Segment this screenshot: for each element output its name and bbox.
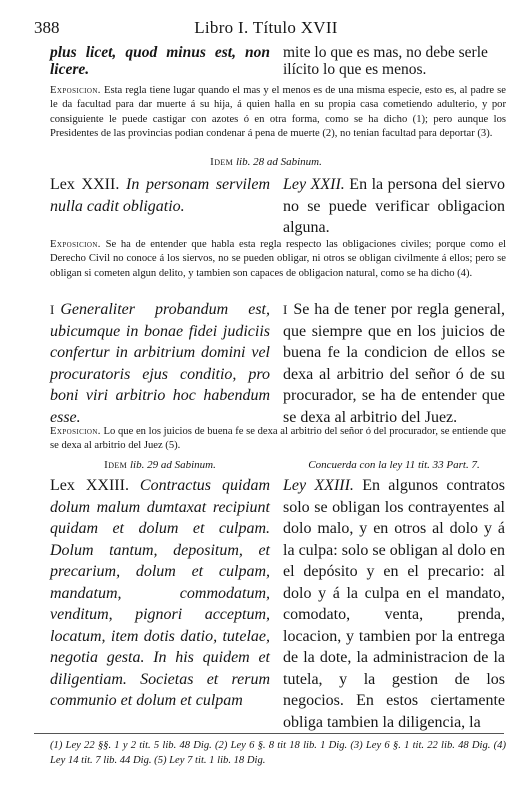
ley-label: Ley XXII. [283,176,345,193]
lex-22-spanish [283,174,505,239]
lex-label: Lex XXII. [50,176,120,193]
paragraph-1-latin [50,299,270,428]
source-text: lib. 28 ad Sabinum. [235,156,322,168]
footnotes: (1) Ley 22 §§. 1 y 2 tit. 5 lib. 48 Dig. (2) Ley 6 §. 8 tit 18 lib. 1 Dig. (3) Ley 6 §. 1 tit. 22 lib. 48 Dig. (4) Ley 14 tit. 7 lib. 44 Dig. (5) Ley 7 tit. 1 lib. 18 Dig. [50,740,506,767]
latin-continuation: plus licet, quod minus est, non licere. [50,44,270,78]
exposition-3 [50,425,506,454]
page-number: 388 [34,18,60,37]
lex-text: In personam servilem nulla cadit obligatio. [50,176,271,215]
ley-label: Ley XXIII. [283,477,354,494]
source-text: lib. 29 ad Sabinum. [129,459,216,471]
exposition-label: Exposicion. [50,426,101,437]
ley-text: En la persona del siervo no se puede verificar obligacion alguna. [283,176,505,236]
concordance-note: Concuerda con la ley 11 tit. 33 Part. 7. [308,459,480,471]
lex-23-spanish [283,475,505,733]
spanish-continuation: mite lo que es mas, no debe serle ilícito lo que es menos. [283,44,488,78]
exposition-text: Esta regla tiene lugar quando el mas y el menos es de una misma especie, esto es, al padre se le da facultad para dar muerte á su hija, á quien halla en su propia casa cometiendo adulterio, y por consiguiente le puede castigar con azotes ó en otra forma, como se ha dicho (1); pero aunque los Presidentes de las provincias podian condenar á pena de muerte (2), no tenian facultad para deportar (3). [50,85,506,140]
page-title: Libro I. Título XVII [194,18,338,37]
paragraph-1-spanish [283,299,505,428]
lex-label: Lex XXIII. [50,477,129,494]
source-prefix: Idem [210,156,234,168]
exposition-text: Lo que en los juicios de buena fe se dexa al arbitrio del señor ó del procurador, se entiende que se dexa al arbitrio del Juez (5). [50,426,507,452]
paragraph-text: Generaliter probandum est, ubicumque in bonae fidei judiciis confertur in arbitrium domini vel procuratoris ejus conditio, pro boni viri arbitrio hoc habendum esse. [50,301,270,426]
lex-22-latin [50,174,270,217]
lex-text: Contractus quidam dolum malum dumtaxat recipiunt quidam et dolum et culpam. Dolum tantum, depositum, et precarium, dolum et culpam, mandatum, commodatum, venditum, pignori acceptum, locatum, item dotis datio, tutelae, negotia gesta. In his quidem et diligentiam. Societas et rerum communio et dolum et culpam [50,477,270,709]
exposition-text: Se ha de entender que habla esta regla respecto las obligaciones civiles; porque como el Derecho Civil no conoce á los siervos, no se pueden obligar, ni otros se obligan civilmente á ellos; pero se obligan si cometen algun delito, y tambien son capaces de obligacion natural, como se ha dicho (4). [50,239,506,279]
source-citation-1 [0,156,532,168]
paragraph-text: Se ha de tener por regla general, que siempre que en los juicios de buena fe la condicion de ellos se dexa al arbitrio del señor ó de su procurador, se ha de entender que se dexa al arbitrio del Juez. [283,301,505,426]
footnote-rule [34,733,504,734]
lex-23-latin [50,475,270,712]
exposition-1 [50,84,506,142]
ley-text: En algunos contratos solo se obligan los contrayentes al dolo malo, y en otros al dolo y á la culpa: solo se obligan al dolo en el depósito y en el precario: al dolo y á la culpa en el mandato, comodato, venta, prenda, locacion, y tambien por la entrega de la dote, la administracion de la tutela, y la gestion de los negocios. En estos ciertamente obliga tambien la diligencia, la [283,477,505,731]
paragraph-number: I [50,302,55,317]
source-citation-2 [50,459,270,471]
paragraph-number: I [283,302,288,317]
exposition-label: Exposicion. [50,239,101,250]
source-prefix: Idem [104,459,128,471]
exposition-2 [50,238,506,281]
exposition-label: Exposicion. [50,85,101,96]
